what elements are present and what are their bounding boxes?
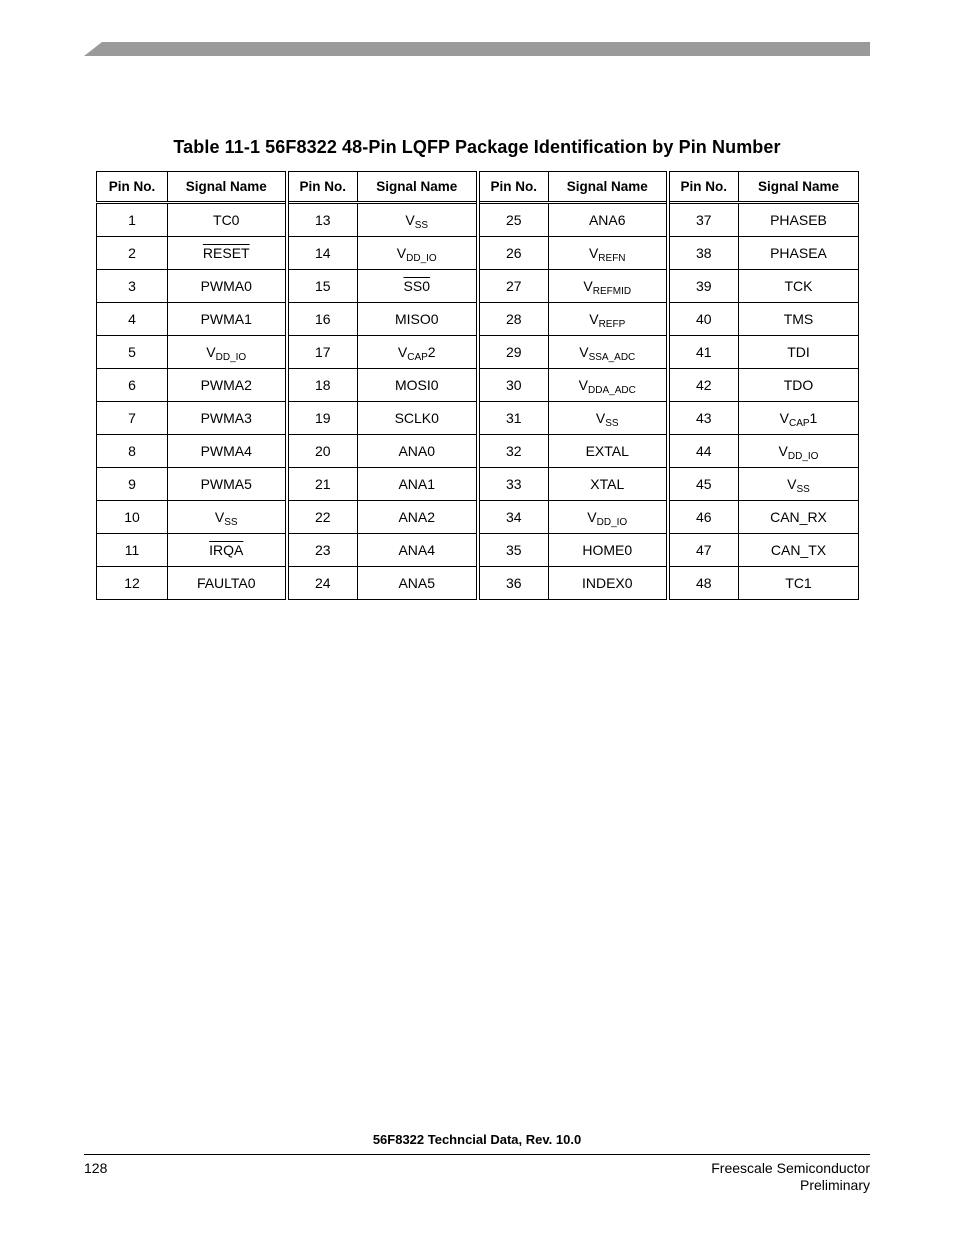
- signal-name: PWMA0: [200, 278, 252, 294]
- pin-number-cell: 38: [668, 237, 739, 270]
- signal-name-cell: [358, 534, 478, 567]
- signal-name: V: [787, 476, 797, 492]
- pin-number-cell: 14: [287, 237, 358, 270]
- signal-name: V: [583, 278, 593, 294]
- pin-number-cell: 1: [97, 203, 168, 237]
- pin-number-cell: 15: [287, 270, 358, 303]
- signal-name-cell: [549, 567, 668, 600]
- signal-name-cell: [168, 567, 287, 600]
- signal-name: V: [206, 344, 216, 360]
- signal-name: PWMA2: [200, 377, 252, 393]
- signal-subscript: CAP: [407, 352, 428, 363]
- pin-number-cell: 37: [668, 203, 739, 237]
- signal-name-cell: [358, 369, 478, 402]
- signal-name-cell: [739, 501, 859, 534]
- table-row: [97, 237, 859, 270]
- table-row: [97, 468, 859, 501]
- signal-name-cell: [549, 402, 668, 435]
- signal-subscript: DD_IO: [596, 517, 628, 528]
- signal-name: ANA0: [398, 443, 436, 459]
- signal-subscript: SS: [796, 484, 810, 495]
- signal-name-cell: [168, 534, 287, 567]
- signal-name-cell: [739, 336, 859, 369]
- pin-number-cell: 46: [668, 501, 739, 534]
- pin-number-cell: 11: [97, 534, 168, 567]
- signal-name-cell: [549, 435, 668, 468]
- signal-name: PWMA3: [200, 410, 252, 426]
- pin-number-cell: 13: [287, 203, 358, 237]
- pin-number-cell: 32: [478, 435, 549, 468]
- signal-subscript: SS: [605, 418, 619, 429]
- signal-name-cell: [358, 203, 478, 237]
- signal-name-cell: [739, 303, 859, 336]
- signal-name: PHASEB: [770, 212, 827, 228]
- signal-name-cell: [739, 270, 859, 303]
- footer-doc-title: 56F8322 Techncial Data, Rev. 10.0: [372, 1132, 582, 1147]
- pin-number-cell: 35: [478, 534, 549, 567]
- signal-name: TCK: [784, 278, 813, 294]
- pin-number-cell: 34: [478, 501, 549, 534]
- signal-name-cell: [168, 435, 287, 468]
- signal-name: TC0: [213, 212, 240, 228]
- pin-number-cell: 18: [287, 369, 358, 402]
- signal-name: RESET: [202, 245, 250, 261]
- pin-number-cell: 30: [478, 369, 549, 402]
- pin-number-cell: 27: [478, 270, 549, 303]
- pin-number-cell: 22: [287, 501, 358, 534]
- table-title: Table 11-1 56F8322 48-Pin LQFP Package Identification by Pin Number: [173, 137, 781, 157]
- signal-subscript: DD_IO: [787, 451, 819, 462]
- signal-name: V: [588, 245, 599, 261]
- signal-name: V: [579, 344, 589, 360]
- signal-name-cell: [358, 402, 478, 435]
- signal-name-cell: [358, 567, 478, 600]
- signal-name-cell: [549, 237, 668, 270]
- column-header: Pin No.: [97, 172, 168, 203]
- column-header: Signal Name: [358, 172, 478, 203]
- signal-name-cell: [739, 402, 859, 435]
- signal-name-cell: [549, 468, 668, 501]
- signal-name: TC1: [785, 575, 812, 591]
- pin-number-cell: 21: [287, 468, 358, 501]
- signal-name-cell: [168, 336, 287, 369]
- pin-number-cell: 17: [287, 336, 358, 369]
- signal-name-cell: [549, 303, 668, 336]
- signal-suffix: 2: [427, 344, 436, 360]
- table-row: [97, 203, 859, 237]
- signal-subscript: DDA_ADC: [588, 385, 636, 396]
- signal-name-cell: [168, 303, 287, 336]
- signal-name: SCLK0: [394, 410, 439, 426]
- pin-number-cell: 8: [97, 435, 168, 468]
- signal-name-cell: [358, 468, 478, 501]
- column-header: Signal Name: [549, 172, 668, 203]
- pin-number-cell: 3: [97, 270, 168, 303]
- table-body: [97, 203, 859, 600]
- signal-name: ANA5: [398, 575, 436, 591]
- signal-name: HOME0: [582, 542, 633, 558]
- pin-number-cell: 7: [97, 402, 168, 435]
- pin-number-cell: 2: [97, 237, 168, 270]
- signal-name: ANA4: [398, 542, 436, 558]
- pin-number-cell: 4: [97, 303, 168, 336]
- signal-name: TDO: [783, 377, 814, 393]
- pin-number-cell: 20: [287, 435, 358, 468]
- table-row: [97, 270, 859, 303]
- header-bar: [84, 42, 870, 56]
- signal-name: CAN_TX: [770, 542, 827, 558]
- pin-number-cell: 23: [287, 534, 358, 567]
- pin-number-cell: 5: [97, 336, 168, 369]
- signal-subscript: REFN: [598, 253, 626, 264]
- signal-name: XTAL: [590, 476, 625, 492]
- pin-number-cell: 10: [97, 501, 168, 534]
- signal-subscript: CAP: [788, 418, 810, 429]
- footer-divider: [84, 1154, 870, 1155]
- signal-subscript: DD_IO: [215, 352, 247, 363]
- signal-name: MOSI0: [394, 377, 439, 393]
- table-row: [97, 303, 859, 336]
- pin-number-cell: 39: [668, 270, 739, 303]
- signal-name: PWMA1: [200, 311, 252, 327]
- column-header: Pin No.: [478, 172, 549, 203]
- pin-number-cell: 24: [287, 567, 358, 600]
- footer-company: Freescale Semiconductor: [711, 1160, 870, 1176]
- signal-name: V: [578, 377, 589, 393]
- pin-number-cell: 12: [97, 567, 168, 600]
- signal-name-cell: [739, 534, 859, 567]
- signal-name-cell: [739, 369, 859, 402]
- signal-name: EXTAL: [585, 443, 629, 459]
- signal-name: V: [214, 509, 225, 525]
- signal-name: PWMA5: [200, 476, 252, 492]
- signal-name: ANA1: [398, 476, 436, 492]
- signal-name: V: [396, 245, 407, 261]
- signal-name-cell: [358, 435, 478, 468]
- signal-name: PHASEA: [770, 245, 827, 261]
- pin-number-cell: 25: [478, 203, 549, 237]
- signal-name-cell: [168, 468, 287, 501]
- signal-name-cell: [549, 534, 668, 567]
- signal-subscript: SSA_ADC: [588, 352, 636, 363]
- table-row: [97, 534, 859, 567]
- signal-name: SS0: [403, 278, 430, 294]
- pin-number-cell: 47: [668, 534, 739, 567]
- signal-name-cell: [739, 435, 859, 468]
- column-header: Pin No.: [287, 172, 358, 203]
- pin-number-cell: 40: [668, 303, 739, 336]
- signal-name: V: [589, 311, 599, 327]
- pin-number-cell: 31: [478, 402, 549, 435]
- signal-name: MISO0: [394, 311, 439, 327]
- signal-name: V: [405, 212, 415, 228]
- signal-name-cell: [739, 468, 859, 501]
- pin-number-cell: 9: [97, 468, 168, 501]
- pin-number-cell: 44: [668, 435, 739, 468]
- table-row: [97, 336, 859, 369]
- pin-number-cell: 41: [668, 336, 739, 369]
- signal-name: ANA6: [588, 212, 626, 228]
- signal-name-cell: [549, 369, 668, 402]
- signal-name: V: [779, 410, 789, 426]
- signal-name: INDEX0: [581, 575, 633, 591]
- signal-suffix: 1: [809, 410, 818, 426]
- signal-name: TDI: [787, 344, 810, 360]
- pin-number-cell: 16: [287, 303, 358, 336]
- signal-name-cell: [168, 369, 287, 402]
- signal-name: PWMA4: [200, 443, 252, 459]
- pin-table: [96, 171, 859, 600]
- signal-name-cell: [358, 270, 478, 303]
- pin-number-cell: 36: [478, 567, 549, 600]
- signal-name-cell: [358, 501, 478, 534]
- signal-name-cell: [358, 303, 478, 336]
- column-header: Signal Name: [739, 172, 859, 203]
- signal-name: TMS: [783, 311, 814, 327]
- signal-name-cell: [739, 203, 859, 237]
- signal-name: ANA2: [398, 509, 436, 525]
- signal-name-cell: [358, 237, 478, 270]
- pin-number-cell: 6: [97, 369, 168, 402]
- table-header-row: [97, 172, 859, 203]
- signal-name-cell: [549, 270, 668, 303]
- signal-subscript: SS: [414, 220, 429, 231]
- column-header: Pin No.: [668, 172, 739, 203]
- column-header: Signal Name: [168, 172, 287, 203]
- signal-name-cell: [549, 336, 668, 369]
- signal-name: V: [587, 509, 597, 525]
- signal-subscript: REFP: [598, 319, 626, 330]
- signal-name-cell: [168, 501, 287, 534]
- signal-subscript: SS: [224, 517, 238, 528]
- signal-name-cell: [739, 237, 859, 270]
- table-row: [97, 369, 859, 402]
- table-row: [97, 501, 859, 534]
- table-row: [97, 435, 859, 468]
- pin-number-cell: 29: [478, 336, 549, 369]
- signal-name-cell: [739, 567, 859, 600]
- signal-name: CAN_RX: [770, 509, 827, 525]
- pin-number-cell: 19: [287, 402, 358, 435]
- signal-name: V: [595, 410, 606, 426]
- signal-name: IRQA: [209, 542, 244, 558]
- pin-number-cell: 45: [668, 468, 739, 501]
- table-row: [97, 402, 859, 435]
- signal-name-cell: [168, 237, 287, 270]
- pin-number-cell: 42: [668, 369, 739, 402]
- signal-name: V: [397, 344, 408, 360]
- signal-subscript: DD_IO: [406, 253, 437, 264]
- pin-number-cell: 43: [668, 402, 739, 435]
- signal-name: V: [778, 443, 788, 459]
- pin-number-cell: 48: [668, 567, 739, 600]
- signal-name-cell: [549, 203, 668, 237]
- signal-name-cell: [358, 336, 478, 369]
- signal-name-cell: [168, 402, 287, 435]
- signal-name-cell: [168, 270, 287, 303]
- pin-number-cell: 28: [478, 303, 549, 336]
- page-number: 128: [84, 1160, 108, 1176]
- signal-name: FAULTA0: [196, 575, 256, 591]
- signal-subscript: REFMID: [592, 286, 632, 297]
- signal-name-cell: [168, 203, 287, 237]
- footer-status: Preliminary: [799, 1177, 870, 1193]
- pin-number-cell: 26: [478, 237, 549, 270]
- signal-name-cell: [549, 501, 668, 534]
- table-row: [97, 567, 859, 600]
- pin-number-cell: 33: [478, 468, 549, 501]
